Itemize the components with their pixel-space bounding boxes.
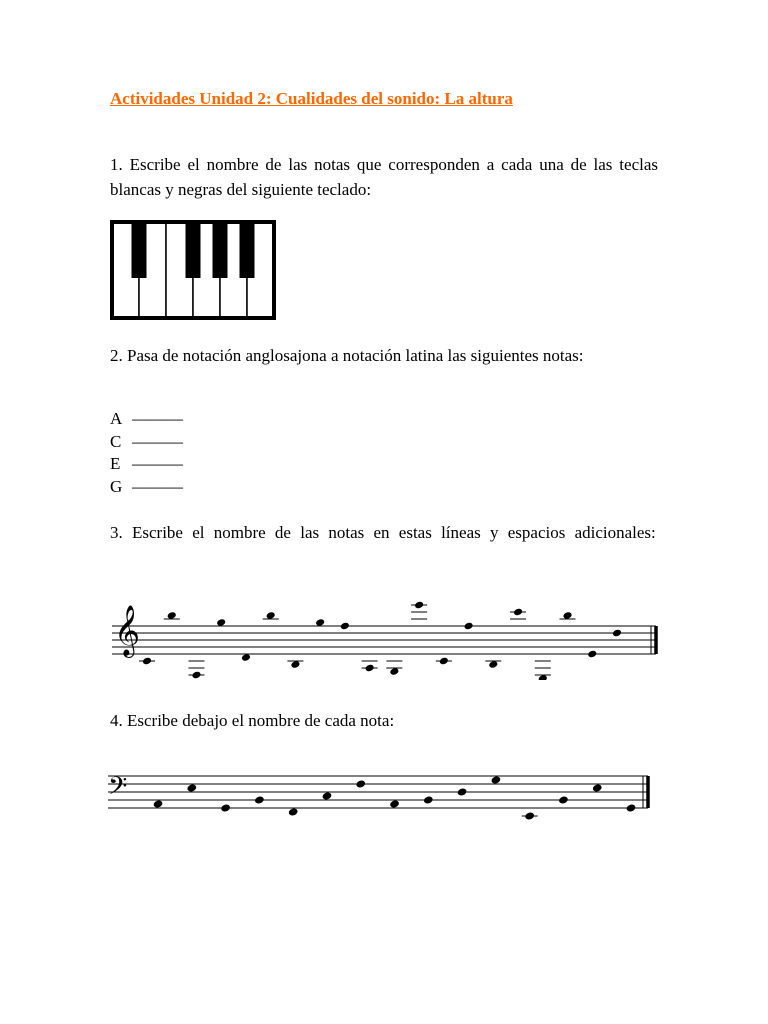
note-head	[439, 657, 449, 666]
answer-blank: ———	[132, 476, 183, 496]
notation-item	[110, 431, 183, 454]
note-head	[322, 791, 333, 800]
activity-2-instruction: 2. Pasa de notación anglosajona a notación latina las siguientes notas:	[110, 346, 584, 365]
black-key	[186, 222, 201, 278]
note-head	[191, 671, 201, 680]
bass-staff	[0, 760, 768, 840]
note-letter: G	[110, 476, 123, 496]
note-head	[142, 657, 152, 666]
note-head	[153, 799, 164, 808]
note-head	[340, 622, 350, 631]
note-head	[558, 795, 569, 804]
note-head	[524, 811, 535, 820]
note-head	[288, 807, 299, 816]
note-head	[423, 795, 434, 804]
note-head	[186, 783, 197, 792]
note-head	[365, 664, 375, 673]
note-head	[414, 601, 424, 610]
bass-clef-icon: 𝄢	[108, 772, 128, 807]
notation-list	[110, 408, 183, 498]
note-head	[513, 608, 523, 617]
black-key	[132, 222, 147, 278]
piano-keyboard	[110, 220, 276, 320]
black-key	[240, 222, 255, 278]
notation-item	[110, 476, 183, 499]
notation-item	[110, 408, 183, 431]
note-head	[592, 783, 603, 792]
note-head	[220, 803, 231, 812]
activity-4-instruction: 4. Escribe debajo el nombre de cada nota:	[110, 711, 395, 730]
note-head	[587, 650, 597, 659]
note-head	[355, 779, 366, 788]
answer-blank: ———	[132, 431, 183, 451]
note-letter: C	[110, 431, 122, 451]
answer-blank: ———	[132, 454, 183, 473]
note-head	[254, 795, 265, 804]
note-head	[626, 803, 637, 812]
treble-clef-icon: 𝄞	[114, 605, 141, 656]
answer-blank: ———	[132, 409, 183, 428]
note-letter: A	[110, 409, 123, 428]
activity-3-instruction: 3. Escribe el nombre de las notas en estas líneas y espacios adicionales:	[110, 523, 656, 542]
page-title: Actividades Unidad 2: Cualidades del sonido: La altura	[110, 89, 513, 108]
black-key	[213, 222, 228, 278]
note-head	[389, 799, 400, 808]
activity-1-instruction: 1. Escribe el nombre de las notas que corresponden a cada una de las teclas blancas y negras del siguiente teclado:	[110, 155, 658, 199]
note-letter: E	[110, 454, 121, 473]
note-head	[457, 787, 468, 796]
note-head	[612, 629, 622, 638]
note-head	[490, 775, 501, 784]
note-head	[464, 622, 474, 631]
notation-item	[110, 453, 183, 476]
treble-staff	[0, 580, 768, 680]
